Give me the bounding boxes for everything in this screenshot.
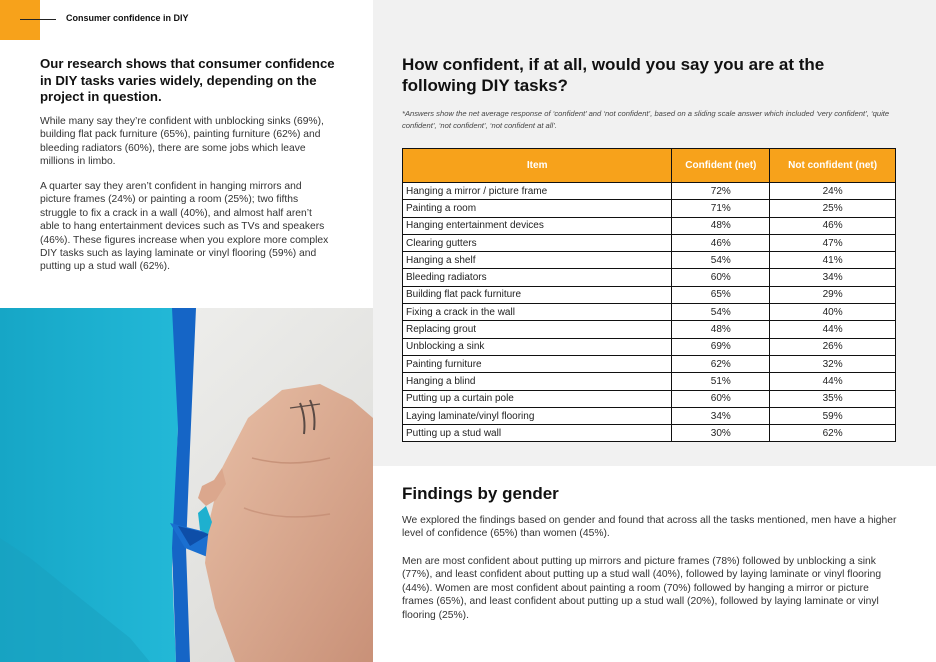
cell-not-confident: 25% bbox=[770, 200, 896, 217]
intro-paragraph-1: While many say they’re confident with unblocking sinks (69%), building flat pack furniture (65%), painting furniture (62%) and bleeding radiators (60%), there are some jobs which leave millions in limbo. bbox=[40, 116, 324, 168]
intro-paragraph-2: A quarter say they aren’t confident in hanging mirrors and picture frames (24%) or painting a room (25%); two fifths struggle to fix a crack in a wall (40%), and almost half aren’t able to hang entertainment devices such as TVs and speakers (46%). These figures increase when you explore more complex DIY tasks such as laying laminate or vinyl flooring (59%) and putting up a stud wall (62%). bbox=[40, 181, 329, 273]
cell-confident: 60% bbox=[672, 269, 770, 286]
table-row bbox=[403, 269, 896, 286]
cell-not-confident: 62% bbox=[770, 425, 896, 442]
cell-confident: 30% bbox=[672, 425, 770, 442]
confidence-table-panel bbox=[373, 0, 936, 466]
cell-not-confident: 24% bbox=[770, 183, 896, 200]
gender-paragraph-1: We explored the findings based on gender and found that across all the tasks mentioned, men have a higher level of confidence (65%) than women (45%). bbox=[402, 515, 897, 540]
cell-item: Putting up a curtain pole bbox=[403, 390, 672, 407]
cell-item: Hanging a mirror / picture frame bbox=[403, 183, 672, 200]
cell-not-confident: 35% bbox=[770, 390, 896, 407]
gender-heading: Findings by gender bbox=[402, 484, 559, 503]
page-header-title: Consumer confidence in DIY bbox=[66, 13, 189, 23]
cell-item: Hanging a blind bbox=[403, 373, 672, 390]
cell-confident: 34% bbox=[672, 407, 770, 424]
left-column bbox=[0, 0, 373, 662]
header-rule bbox=[20, 19, 56, 20]
column-header-not-confident: Not confident (net) bbox=[770, 149, 896, 183]
cell-confident: 51% bbox=[672, 373, 770, 390]
cell-not-confident: 41% bbox=[770, 252, 896, 269]
table-row bbox=[403, 355, 896, 372]
cell-not-confident: 40% bbox=[770, 304, 896, 321]
cell-item: Painting a room bbox=[403, 200, 672, 217]
cell-not-confident: 32% bbox=[770, 355, 896, 372]
cell-confident: 71% bbox=[672, 200, 770, 217]
diy-confidence-table bbox=[402, 148, 896, 442]
cell-not-confident: 47% bbox=[770, 234, 896, 251]
cell-confident: 72% bbox=[672, 183, 770, 200]
cell-confident: 48% bbox=[672, 321, 770, 338]
table-row bbox=[403, 217, 896, 234]
table-body bbox=[403, 183, 896, 442]
table-row bbox=[403, 321, 896, 338]
table-row bbox=[403, 252, 896, 269]
column-header-item: Item bbox=[403, 149, 672, 183]
cell-not-confident: 59% bbox=[770, 407, 896, 424]
cell-confident: 65% bbox=[672, 286, 770, 303]
cell-item: Fixing a crack in the wall bbox=[403, 304, 672, 321]
orange-corner-tab bbox=[0, 0, 40, 40]
table-row bbox=[403, 183, 896, 200]
cell-confident: 54% bbox=[672, 252, 770, 269]
right-column bbox=[373, 0, 936, 662]
table-row bbox=[403, 373, 896, 390]
question-heading: How confident, if at all, would you say you are at the following DIY tasks? bbox=[402, 55, 825, 95]
cell-not-confident: 44% bbox=[770, 373, 896, 390]
table-row bbox=[403, 286, 896, 303]
table-row bbox=[403, 304, 896, 321]
cell-confident: 46% bbox=[672, 234, 770, 251]
cell-confident: 69% bbox=[672, 338, 770, 355]
cell-not-confident: 44% bbox=[770, 321, 896, 338]
table-row bbox=[403, 425, 896, 442]
cell-confident: 62% bbox=[672, 355, 770, 372]
cell-not-confident: 34% bbox=[770, 269, 896, 286]
table-row bbox=[403, 234, 896, 251]
table-row bbox=[403, 407, 896, 424]
question-footnote: *Answers show the net average response of ‘confident’ and ‘not confident’, based on a sliding scale answer which included ‘very confident’, ‘quite confident’, ‘not confident’, ‘not confident at all’. bbox=[402, 109, 890, 130]
table-header-row bbox=[403, 149, 896, 183]
gender-findings-panel bbox=[373, 466, 936, 662]
cell-confident: 48% bbox=[672, 217, 770, 234]
cell-item: Building flat pack furniture bbox=[403, 286, 672, 303]
cell-item: Bleeding radiators bbox=[403, 269, 672, 286]
cell-not-confident: 29% bbox=[770, 286, 896, 303]
painting-tape-photo bbox=[0, 308, 373, 662]
table-row bbox=[403, 200, 896, 217]
cell-item: Hanging entertainment devices bbox=[403, 217, 672, 234]
cell-confident: 54% bbox=[672, 304, 770, 321]
cell-not-confident: 46% bbox=[770, 217, 896, 234]
table-row bbox=[403, 338, 896, 355]
column-header-confident: Confident (net) bbox=[672, 149, 770, 183]
table-row bbox=[403, 390, 896, 407]
cell-item: Hanging a shelf bbox=[403, 252, 672, 269]
cell-item: Replacing grout bbox=[403, 321, 672, 338]
cell-confident: 60% bbox=[672, 390, 770, 407]
cell-item: Putting up a stud wall bbox=[403, 425, 672, 442]
cell-item: Painting furniture bbox=[403, 355, 672, 372]
cell-item: Clearing gutters bbox=[403, 234, 672, 251]
cell-not-confident: 26% bbox=[770, 338, 896, 355]
gender-paragraph-2: Men are most confident about putting up mirrors and picture frames (78%) followed by unblocking a sink (77%), and least confident about putting up a stud wall (40%), followed by laying laminate or vinyl flooring (44%). Women are most confident about painting a room (70%) followed by hanging a mirror or picture frames (65%), and least confident about putting up a stud wall (20%), followed by laying laminate or vinyl flooring (25%). bbox=[402, 556, 882, 621]
intro-heading: Our research shows that consumer confidence in DIY tasks varies widely, depending on the project in question. bbox=[40, 56, 335, 104]
cell-item: Laying laminate/vinyl flooring bbox=[403, 407, 672, 424]
cell-item: Unblocking a sink bbox=[403, 338, 672, 355]
